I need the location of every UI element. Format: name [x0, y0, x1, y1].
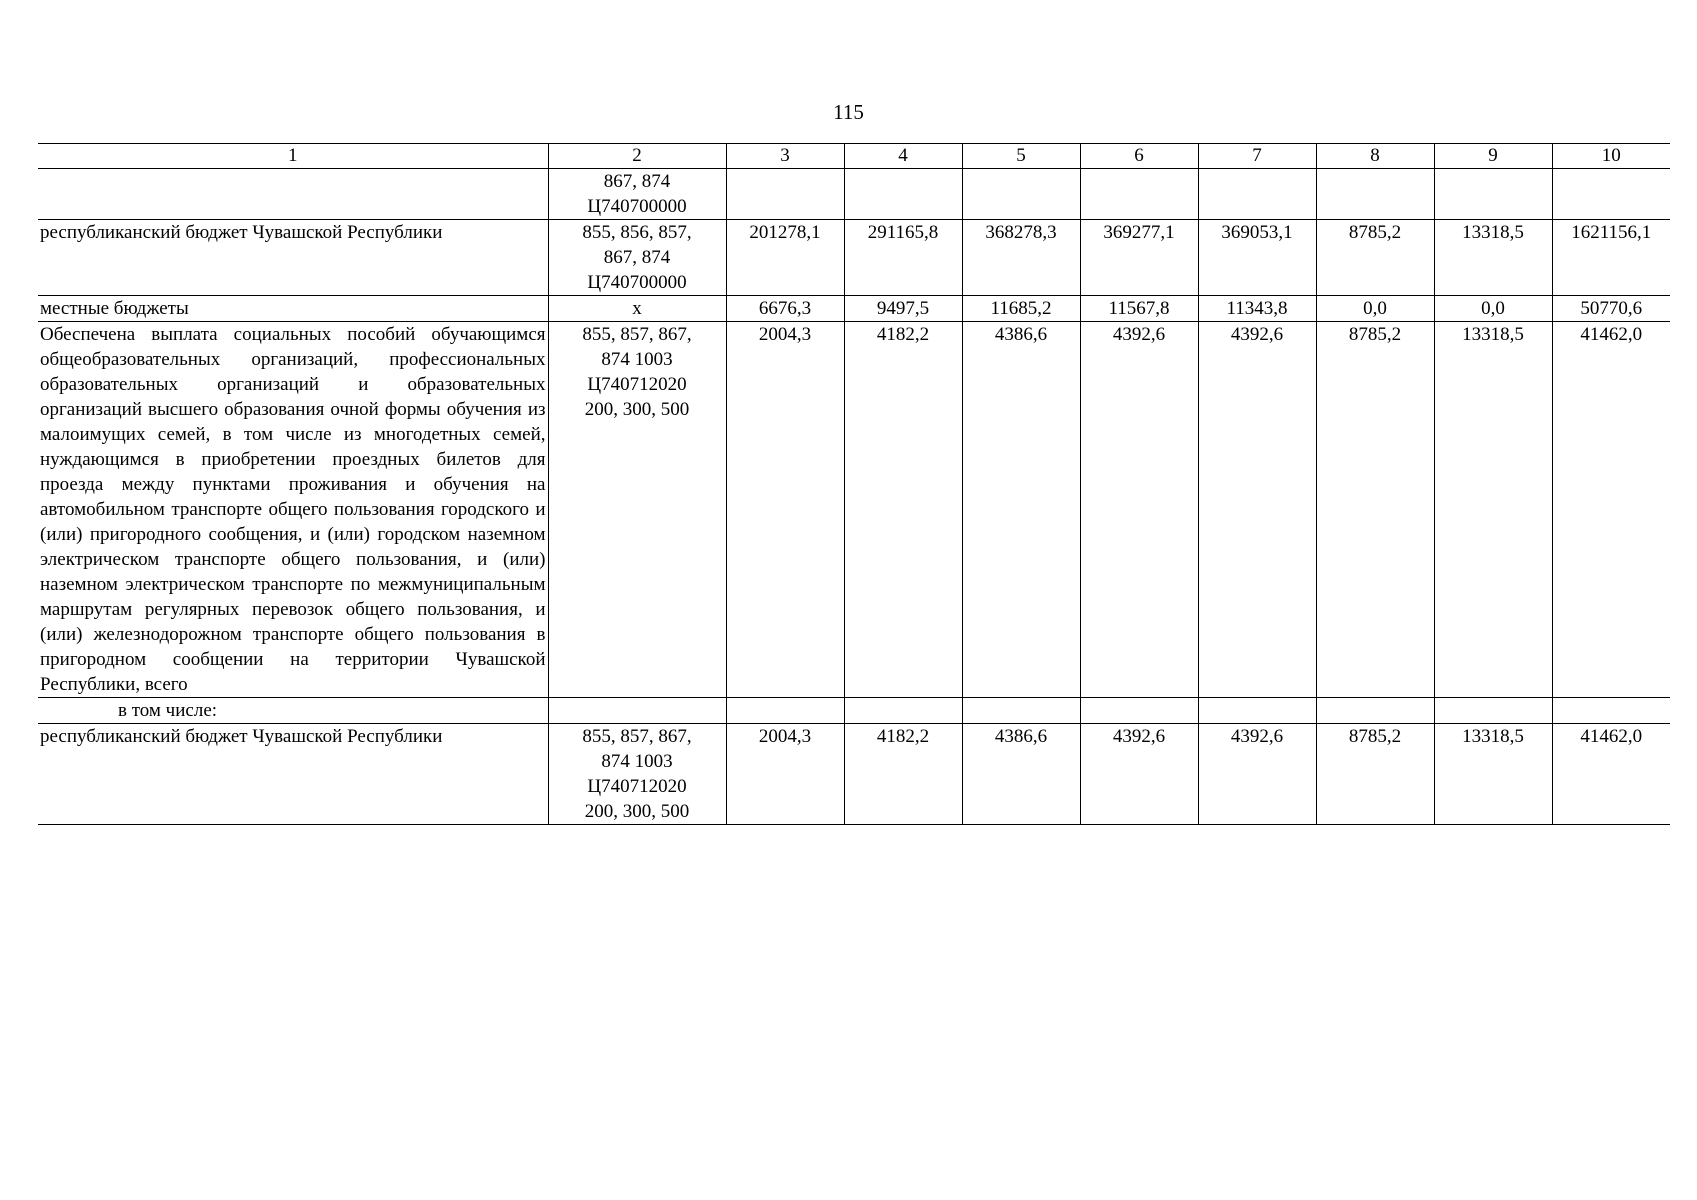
- value-cell: 4182,2: [844, 322, 962, 698]
- value-cell: [1552, 169, 1670, 220]
- column-header: 10: [1552, 144, 1670, 169]
- table-row: [38, 169, 1670, 220]
- column-header: 3: [726, 144, 844, 169]
- value-cell: [1434, 698, 1552, 724]
- value-cell: 9497,5: [844, 296, 962, 322]
- budget-code-line: 867, 874: [603, 171, 671, 192]
- budget-code: [548, 169, 726, 220]
- table-row: [38, 322, 1670, 698]
- budget-code-line: 855, 857, 867,: [582, 726, 692, 747]
- value-cell: 11567,8: [1080, 296, 1198, 322]
- value-cell: 41462,0: [1552, 724, 1670, 825]
- budget-code-line: Ц740700000: [587, 196, 687, 217]
- value-cell: 0,0: [1434, 296, 1552, 322]
- budget-code: [548, 220, 726, 296]
- table-row: [38, 220, 1670, 296]
- budget-code-line: 855, 857, 867,: [582, 324, 692, 345]
- budget-code-line: х: [632, 298, 642, 319]
- value-cell: [1198, 698, 1316, 724]
- column-header: 8: [1316, 144, 1434, 169]
- value-cell: 4392,6: [1080, 322, 1198, 698]
- value-cell: [726, 698, 844, 724]
- column-header: 9: [1434, 144, 1552, 169]
- value-cell: 4386,6: [962, 724, 1080, 825]
- value-cell: [962, 698, 1080, 724]
- value-cell: 4386,6: [962, 322, 1080, 698]
- row-description: местные бюджеты: [38, 296, 548, 322]
- value-cell: 291165,8: [844, 220, 962, 296]
- table-row: [38, 296, 1670, 322]
- budget-code: [548, 698, 726, 724]
- value-cell: 369277,1: [1080, 220, 1198, 296]
- budget-code: [548, 322, 726, 698]
- budget-code-line: 855, 856, 857,: [582, 222, 692, 243]
- value-cell: 11685,2: [962, 296, 1080, 322]
- row-description: в том числе:: [38, 698, 548, 724]
- value-cell: [844, 698, 962, 724]
- value-cell: [726, 169, 844, 220]
- row-description: республиканский бюджет Чувашской Республики: [38, 220, 548, 296]
- value-cell: 369053,1: [1198, 220, 1316, 296]
- row-description: [38, 169, 548, 220]
- header-row: [38, 144, 1670, 169]
- budget-table: [38, 143, 1670, 825]
- value-cell: 368278,3: [962, 220, 1080, 296]
- budget-code-line: 200, 300, 500: [584, 801, 690, 822]
- value-cell: [844, 169, 962, 220]
- value-cell: 41462,0: [1552, 322, 1670, 698]
- column-header: 6: [1080, 144, 1198, 169]
- value-cell: 201278,1: [726, 220, 844, 296]
- value-cell: 1621156,1: [1552, 220, 1670, 296]
- value-cell: 50770,6: [1552, 296, 1670, 322]
- value-cell: [1080, 169, 1198, 220]
- page-number: 115: [833, 100, 864, 124]
- row-description: Обеспечена выплата социальных пособий обучающимся общеобразовательных организаций, профессиональных образовательных организаций и образовательных организаций высшего образования очной формы обучения из малоимущих семей, в том числе из многодетных семей, нуждающимся в приобретении проездных билетов для проезда между пунктами проживания и обучения на автомобильном транспорте общего пользования городского и (или) пригородного сообщения, и (или) городском наземном электрическом транспорте общего пользования, и (или) наземном электрическом транспорте по межмуниципальным маршрутам регулярных перевозок общего пользования, и (или) железнодорожном транспорте общего пользования в пригородном сообщении на территории Чувашской Республики, всего: [38, 322, 548, 698]
- value-cell: 8785,2: [1316, 322, 1434, 698]
- budget-code: [548, 724, 726, 825]
- value-cell: [1316, 698, 1434, 724]
- budget-code-line: Ц740712020: [587, 374, 687, 395]
- column-header: 2: [548, 144, 726, 169]
- column-header: 5: [962, 144, 1080, 169]
- value-cell: [1552, 698, 1670, 724]
- value-cell: 11343,8: [1198, 296, 1316, 322]
- value-cell: 4392,6: [1198, 724, 1316, 825]
- budget-code-line: 867, 874: [603, 247, 671, 268]
- value-cell: 8785,2: [1316, 220, 1434, 296]
- budget-code-line: Ц740700000: [587, 272, 687, 293]
- column-header: 1: [38, 144, 548, 169]
- value-cell: 13318,5: [1434, 724, 1552, 825]
- value-cell: [1080, 698, 1198, 724]
- column-header: 4: [844, 144, 962, 169]
- budget-code-line: Ц740712020: [587, 776, 687, 797]
- value-cell: 2004,3: [726, 724, 844, 825]
- value-cell: [962, 169, 1080, 220]
- value-cell: 2004,3: [726, 322, 844, 698]
- value-cell: 4182,2: [844, 724, 962, 825]
- value-cell: [1434, 169, 1552, 220]
- column-header: 7: [1198, 144, 1316, 169]
- value-cell: 13318,5: [1434, 220, 1552, 296]
- budget-code-line: 200, 300, 500: [584, 399, 690, 420]
- value-cell: [1316, 169, 1434, 220]
- budget-code: [548, 296, 726, 322]
- budget-code-line: 874 1003: [601, 349, 673, 370]
- value-cell: 0,0: [1316, 296, 1434, 322]
- value-cell: 8785,2: [1316, 724, 1434, 825]
- table-row: [38, 724, 1670, 825]
- value-cell: 4392,6: [1080, 724, 1198, 825]
- table-row: [38, 698, 1670, 724]
- value-cell: 4392,6: [1198, 322, 1316, 698]
- value-cell: 13318,5: [1434, 322, 1552, 698]
- value-cell: 6676,3: [726, 296, 844, 322]
- value-cell: [1198, 169, 1316, 220]
- row-description: республиканский бюджет Чувашской Республики: [38, 724, 548, 825]
- budget-code-line: 874 1003: [601, 751, 673, 772]
